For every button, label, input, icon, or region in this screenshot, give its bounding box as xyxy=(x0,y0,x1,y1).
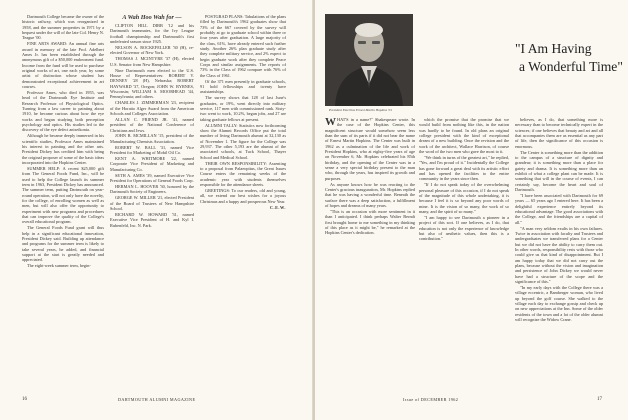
paragraph: As anyone knows how he was reacting to the Center's gracious inauguration, Mr. Hopkins replied that he was having a wonderful time. Beneath the surface there was a deep satisfaction, a fulfillment of hopes and dreams of many years. xyxy=(325,181,415,209)
drop-cap: W xyxy=(325,117,336,128)
article-title xyxy=(515,40,625,76)
signature: C.E.W. xyxy=(269,205,286,210)
paragraph: "This is an occasion with more sentiment in it than I anticipated. I think perhaps Walter Berndt first brought home to me something in my thinking of this place as it might be," he remarked at the Hopkins Center's dedication. xyxy=(325,209,415,236)
paragraph: Nine Dartmouth men elected to the U.S. House of Representatives: ROBERT V. DENNEY '28 (H), Nebraska; ROBERT HAYWARD '37, Oregon; JOHN W. BYRNES, Wisconsin; WILLIAM S. MOORHEAD '44, Pennsylvania; and others. xyxy=(110,67,194,100)
paragraph: "A man very seldom exults in his own failures. Twice in association with faculty and Trustees and undergraduates we transferred plans for a Center but we did not have the ability to carry them out. In other words, responsibility rests with those who could give us that kind of disappointment. But I am happy today that we did not carry out the plans, because without the vision and imagination and persistence of John Dickey we would never have had a structure of the scope and the significance of this." xyxy=(515,225,603,285)
photo-caption: President Emeritus Ernest Martin Hopkins '01 xyxy=(329,108,393,112)
paragraph: SETH A. AMES '39, named Executive Vice President for Operations of General Foods Corp. xyxy=(110,172,194,183)
paragraph: The eight-week summer term, begin- xyxy=(27,263,91,269)
footer-right: Issue of DECEMBER 1962 xyxy=(403,397,459,402)
left-column-2 xyxy=(110,14,194,394)
portrait-figure-icon xyxy=(325,14,413,106)
paragraph: RICHARD W. HOWARD '31, named Executive Vice President of H. and Kyl I. Rubenfeld, Inc. N. Park. xyxy=(110,211,194,228)
page-number-right: 17 xyxy=(597,397,602,402)
paragraph: ALUMNI TALLY: Statistics now forthcoming show the Alumni Records Office put the total number of living Dartmouth alumni at 32,130 as of November 1. The figure for the College was 29,937. The other 5,193 are the alumni of the associated schools, at Tuck School, Thayer School and Medical School. xyxy=(200,122,286,160)
right-column-3 xyxy=(515,117,603,393)
title-line-2: a Wonderful Time" xyxy=(519,59,623,74)
portrait-photo xyxy=(325,14,413,106)
paragraph: FINE ARTS AWARD: An annual fine arts award in memory of the late Prof. Adelbert Ames Jr. has been established through the anonymous gift of a $50,000 endowment fund. Income from the fund will be used to purchase original works of art, one each year, by some artist of distinction whose student has demonstrated exceptional achievement in art courses. xyxy=(22,41,104,90)
paragraph: KENT A. WHITMORE '22, named Corporate Vice President of Marketing and Manufacturing Co. xyxy=(110,156,194,172)
paragraph: "We think in turns of the greatest art," he replied, "Yes, and I'm proud of it." Incidentally the College has gone forward a great deal with its artistic effort and has opened the facilities to the entire community in the years since then. xyxy=(419,155,509,182)
paragraph: GEORGE W. MILLER '21, elected President of the Board of Trustees of New Hampshire School. xyxy=(110,195,194,211)
paragraph: SUMMER HELP: A recent $25,000 gift from The General Foods Fund, Inc., will be used to help the College launch its summer term in 1963, President Dickey has announced. The summer term, putting Dartmouth on year-round operation, will not only have the novelty, for the college, of enrolling women as well as men, but will also offer the opportunity to experiment with new programs and procedures that can improve the quality of the College's overall educational program. xyxy=(22,166,104,225)
left-page xyxy=(0,0,313,420)
paragraph: Professor Ames, who died in 1955, was head of the Dartmouth Eye Institute and Research Professor of Physiological Optics. Turning from a law career to painting about 1910, he became curious about how the eye works and began studying both perception psychology and optics. His studies led to the discovery of the eye defect aniseikonia. xyxy=(22,90,104,133)
paragraph: HERMAN L. HOOVER '30, honored by the Dartmouth Society of Engineers. xyxy=(110,183,194,195)
paragraph: The survey shows that 128 of last June's graduates, or 19%, went directly into military service, 117 men with commissioned rank. Sixty-two went to work, 10.2%, began jobs, and 27 are taking graduate fellows at present. xyxy=(200,95,286,122)
paragraph: "If I do not speak today of the overwhelming personal pleasure of this occasion, if I do not speak of the magnitude of this whole undertaking, it is because I feel it is so beyond any poor words of mine. It is the vision of so many, the work of so many, and the spirit of so many." xyxy=(419,182,509,215)
left-column-1 xyxy=(22,14,104,394)
right-column-1 xyxy=(325,117,415,393)
right-page xyxy=(315,0,628,420)
paragraph: The Center is something more than the addition to the campus of a structure of dignity and grandeur; it is something more than a place for gaiety and drama. It is something more than an exhibit of what a college plant can be made. It is something that will in the course of events, I can certainly say, become the heart and soul of Dartmouth. xyxy=(515,149,603,193)
paragraph: CHARLES J. ZIMMERMAN '23, recipient of the Horatio Alger Award from the American Schools and Colleges Association. xyxy=(110,100,194,116)
paragraph: believes, as I do, that something more is necessary than to become technically expert in the sciences; if one believes that beauty and art and all that accompanies them are as essential as any part of life, then the significance of this occasion is enormous. xyxy=(515,117,603,149)
right-column-2 xyxy=(419,117,509,393)
paragraph: which the promise that the promise that we would build from nothing like this, in the nation was hardly to be found. In old plans an original college president with the kind of exceptional dream of a new building. Once the revision and the work of the architect, Wallace Harrison, of course the word of the two men who gave the most to it. xyxy=(419,117,509,155)
paragraph: "I am happy to see Dartmouth a pioneer in a project of this sort. If one believes, as I do, that education is not only the experience of knowledge but also of aesthetic values, then this is a contribution." xyxy=(419,214,509,242)
paragraph: Dartmouth College became the owner of the historic railway, which was reorganized in 1958, and the summer properties in 1971 by a bequest under the will of the late Col. Henry N. Teague '00. xyxy=(22,14,104,41)
footer-left: DARTMOUTH ALUMNI MAGAZINE xyxy=(118,397,196,402)
paragraph: THEIR OWN RESPONSIBILITY: Assenting to a proposal from Palaeopitus, the Great Issues Course enters the remaining weeks of the academic year with students themselves responsible for the attendance sheets. xyxy=(200,160,286,188)
title-line-1: "I Am Having xyxy=(515,41,592,56)
paragraph: HAT'S in a name?" Shakespeare wrote. In the case of the Hopkins Center, this magnificent structure would somehow seem less than the sum of its parts if it did not bear the name of Ernest Martin Hopkins. The Center was built in 1962 as a culmination of the life and work of President Hopkins, who at eighty-five years of age on November 6, Mr. Hopkins celebrated his 85th birthday, and the opening of the Center was in a sense a very special birthday present to the man who, through the years, has inspired its growth and purposes. xyxy=(325,117,415,181)
page-number-left: 16 xyxy=(22,397,27,402)
paragraph: JOHN B. MCMILLAN '15, president of the Manufacturing Chemists Association. xyxy=(110,133,194,144)
left-column-3 xyxy=(200,14,286,394)
paragraph: CLIFTON HILL DIBB '12 and his Dartmouth teammates, for the Ivy League football championship and Dartmouth's first undefeated season since 1925. xyxy=(110,23,194,45)
paragraph: "In my early days with the College there was a village eccentric, a Bamberger woman, who lived up beyond the golf course. She walked to the village each day to exchange gossip and check up on new appreciations at the Inn. Some of the older residents of the town and a lot of the older alumni will recognize the Widow Crane. xyxy=(515,285,603,323)
paragraph: Although he became deeply immersed in his scientific studies, Professor Ames maintained his interest in painting and the other arts. President Dickey has credited him with being the original proposer of some of the basic ideas incorporated into the Hopkins Center. xyxy=(22,133,104,166)
paragraph: ROBERT W. BALL '31, named Vice President for Marketing of Mobil Oil Co. xyxy=(110,144,194,156)
paragraph: "I have been associated with Dartmouth for 69 years — 65 years ago I entered here. It has been a delightful experience entirely beyond its educational advantage. The good associations with the College, and the friendships are a capital of all." xyxy=(515,193,603,225)
paragraph: Of the 371 men presently in graduate schools, 91 hold fellowships and twenty have assistantships. xyxy=(200,78,286,95)
wah-hoo-wah-heading: A Wah Hoo Wah for — xyxy=(122,14,182,21)
paragraph: ALLAN C. FRIEND JR. '41, named president of the National Conference of Christians and Jews. xyxy=(110,116,194,133)
paragraph: The General Foods Fund grant will thus help in a significant educational innovation, President Dickey said. Building up attendance and programs for the summer term is likely to take several years, he added, and financial support at the start is greatly needed and appreciated. xyxy=(22,225,104,263)
paragraph: POSTGRAD PLANS: Tabulations of the plans filled by Dartmouth's 1962 graduates show that 73% of the 667 covered by the survey will probably at go to graduate school within three or four years after graduation. A large majority of the class, 61%, have already entered such further study. Another 26% plan graduate study after they complete military service, and 2% expect to begin graduate work after they complete Peace Corps and similar assignments. The reports of 73% in the Class of 1962 compare with 76% of the Class of 1961. xyxy=(200,14,286,78)
paragraph: THOMAS J. MCINTYRE '37 (H), elected U.S. Senator from New Hampshire. xyxy=(110,56,194,67)
paragraph: NELSON A. ROCKEFELLER '30 (H), re-elected Governor of New York. xyxy=(110,44,194,56)
paragraph: GREETINGS: To our readers, old and young, all, we extend our best wishes for a joyous Christmas and a happy and prosperous New Year. xyxy=(200,187,286,204)
